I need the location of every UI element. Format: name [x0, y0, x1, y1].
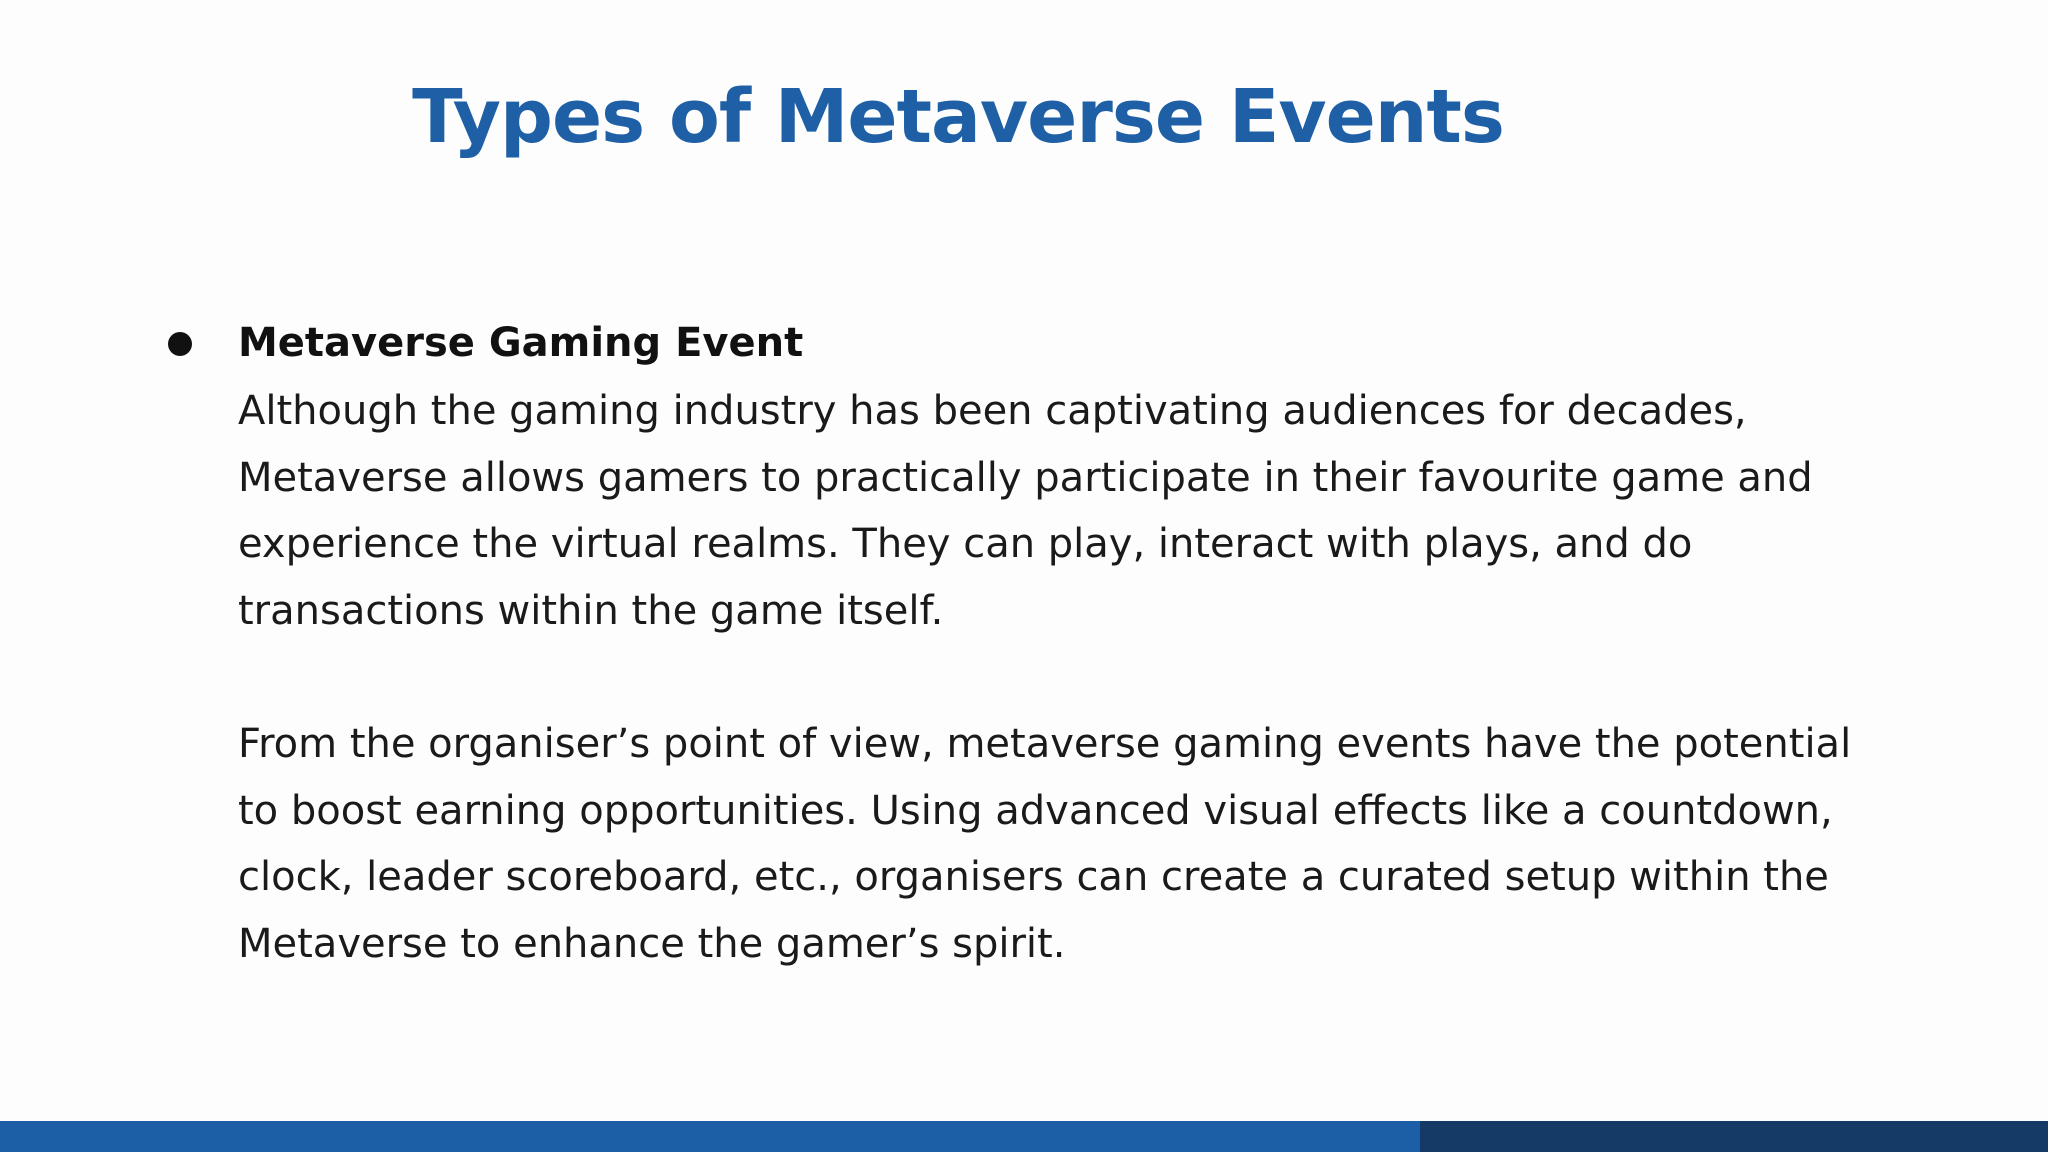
- paragraph-2-line: From the organiser’s point of view, metaverse gaming events have the potential: [238, 721, 1852, 767]
- slide-title: Types of Metaverse Events: [412, 74, 1504, 160]
- section-heading: Metaverse Gaming Event: [238, 320, 804, 366]
- paragraph-1-line: transactions within the game itself.: [238, 587, 944, 634]
- footer-bar: [0, 1121, 2048, 1152]
- paragraph-1-line: Although the gaming industry has been captivating audiences for decades,: [238, 388, 1747, 434]
- footer-bar-secondary: [1420, 1121, 2048, 1152]
- paragraph-2: [238, 711, 1858, 977]
- paragraph-1: [238, 378, 1858, 644]
- paragraph-2-line: clock, leader scoreboard, etc., organisers can create a curated setup within the: [238, 854, 1829, 900]
- paragraph-2-line: Metaverse to enhance the gamer’s spirit.: [238, 920, 1066, 967]
- footer-bar-primary: [0, 1121, 1420, 1152]
- paragraph-2-line: to boost earning opportunities. Using advanced visual effects like a countdown,: [238, 787, 1833, 834]
- paragraph-1-line: Metaverse allows gamers to practically participate in their favourite game and: [238, 454, 1813, 501]
- bullet-dot-icon: [168, 332, 192, 356]
- paragraph-1-line: experience the virtual realms. They can play, interact with plays, and do: [238, 521, 1693, 567]
